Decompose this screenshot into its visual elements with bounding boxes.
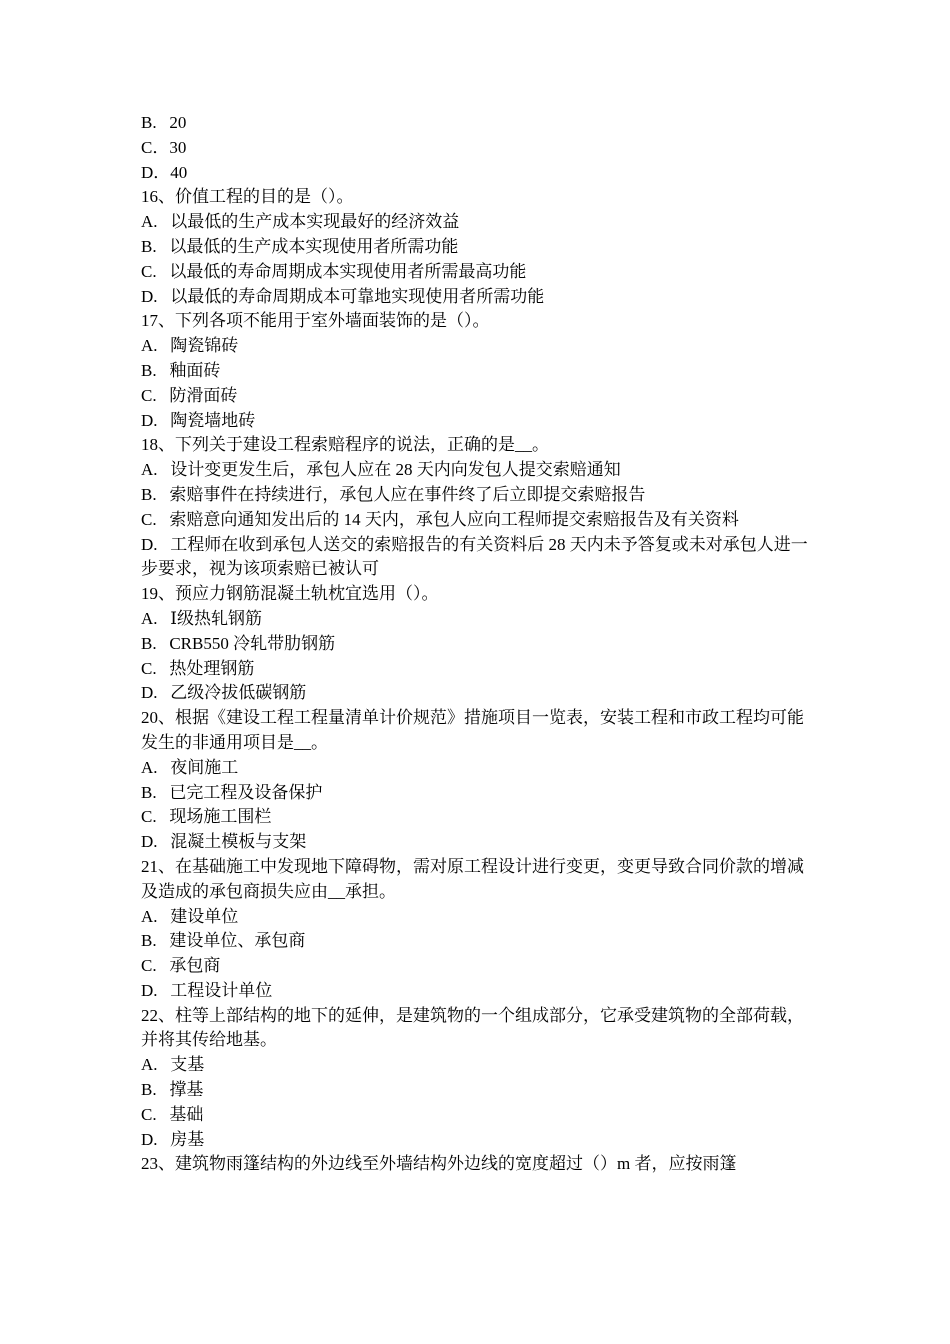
option-c: C. 索赔意向通知发出后的 14 天内，承包人应向工程师提交索赔报告及有关资料 <box>141 509 739 529</box>
question-19: 19、预应力钢筋混凝土轨枕宜选用（）。 <box>141 584 439 604</box>
option-c: C．30 <box>141 137 187 157</box>
option-d: D. 陶瓷墙地砖 <box>141 410 256 430</box>
option-b: B. 建设单位、承包商 <box>141 931 306 951</box>
question-18: 18、下列关于建设工程索赔程序的说法，正确的是__。 <box>141 435 549 455</box>
option-b: B. CRB550 冷轧带肋钢筋 <box>141 633 336 653</box>
option-d: D. 工程设计单位 <box>141 980 273 1000</box>
option-b: B. 20 <box>141 113 187 132</box>
option-a: A. 夜间施工 <box>141 757 239 777</box>
option-d: D. 混凝土模板与支架 <box>141 832 307 852</box>
option-a: A. Ⅰ级热轧钢筋 <box>141 608 262 628</box>
option-a: A. 设计变更发生后，承包人应在 28 天内向发包人提交索赔通知 <box>141 460 621 480</box>
option-c: C. 防滑面砖 <box>141 385 238 405</box>
option-a: A. 以最低的生产成本实现最好的经济效益 <box>141 212 460 232</box>
question-16: 16、价值工程的目的是（）。 <box>141 187 354 207</box>
option-c: C. 现场施工围栏 <box>141 807 272 827</box>
option-b: B. 索赔事件在持续进行，承包人应在事件终了后立即提交索赔报告 <box>141 484 646 504</box>
option-d: D. 房基 <box>141 1129 205 1149</box>
question-23: 23、建筑物雨篷结构的外边线至外墙结构外边线的宽度超过（）m 者，应按雨篷 <box>141 1154 737 1174</box>
option-a: A. 陶瓷锦砖 <box>141 336 239 356</box>
option-d: D. 乙级冷拔低碳钢筋 <box>141 683 307 703</box>
option-c: C. 承包商 <box>141 956 221 976</box>
option-c: C. 热处理钢筋 <box>141 658 255 678</box>
question-21: 21、在基础施工中发现地下障碍物，需对原工程设计进行变更，变更导致合同价款的增减及造成的承包商损失应由__承担。 <box>141 856 804 901</box>
option-b: B. 已完工程及设备保护 <box>141 782 323 802</box>
option-b: B. 釉面砖 <box>141 360 221 380</box>
document-page <box>141 111 813 1177</box>
option-d: D．40 <box>141 162 188 182</box>
question-22: 22、柱等上部结构的地下的延伸，是建筑物的一个组成部分，它承受建筑物的全部荷载，并将其传给地基。 <box>141 1005 804 1050</box>
question-20: 20、根据《建设工程工程量清单计价规范》措施项目一览表，安装工程和市政工程均可能发生的非通用项目是__。 <box>141 708 804 752</box>
option-a: A. 建设单位 <box>141 906 239 926</box>
option-a: A. 支基 <box>141 1055 205 1075</box>
option-d: D. 以最低的寿命周期成本可靠地实现使用者所需功能 <box>141 286 545 306</box>
option-d: D. 工程师在收到承包人送交的索赔报告的有关资料后 28 天内未予答复或未对承包人进一步要求，视为该项索赔已被认可 <box>141 534 808 579</box>
option-b: B. 以最低的生产成本实现使用者所需功能 <box>141 236 459 256</box>
option-c: C. 基础 <box>141 1104 204 1124</box>
option-b: B. 撑基 <box>141 1080 204 1100</box>
question-17: 17、下列各项不能用于室外墙面装饰的是（）。 <box>141 311 490 331</box>
option-c: C. 以最低的寿命周期成本实现使用者所需最高功能 <box>141 261 527 281</box>
